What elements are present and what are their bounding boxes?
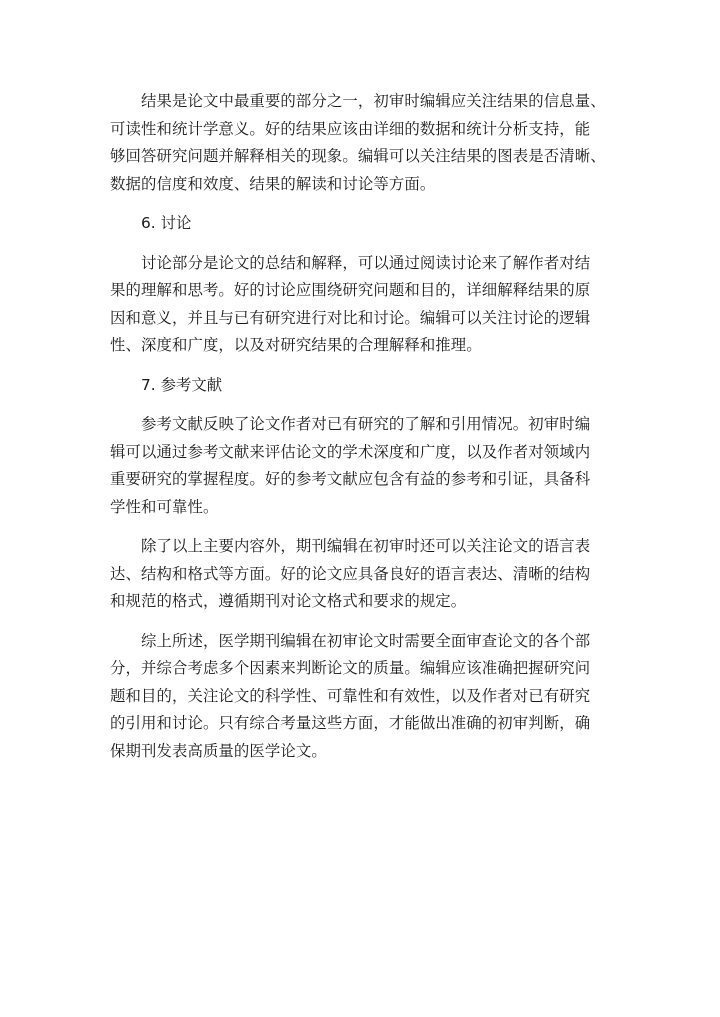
paragraph-line: 题和目的，关注论文的科学性、可靠性和有效性，以及作者对已有研究: [110, 686, 591, 705]
paragraph-line: 因和意义，并且与已有研究进行对比和讨论。编辑可以关注讨论的逻辑: [110, 308, 591, 327]
paragraph-other-content: [110, 533, 630, 616]
paragraph-line: 结果是论文中最重要的部分之一，初审时编辑应关注结果的信息量、: [141, 92, 606, 110]
paragraph-line: 性、深度和广度，以及对研究结果的合理解释和推理。: [110, 336, 482, 354]
paragraph-line: 学性和可靠性。: [110, 497, 219, 516]
paragraph-line: 的引用和讨论。只有综合考量这些方面，才能做出准确的初审判断，确: [110, 714, 591, 732]
paragraph-line: 参考文献反映了论文作者对已有研究的了解和引用情况。初审时编: [141, 415, 591, 433]
paragraph-line: 可读性和统计学意义。好的结果应该由详细的数据和统计分析支持，能: [110, 119, 591, 138]
paragraph-line: 讨论部分是论文的总结和解释，可以通过阅读讨论来了解作者对结: [141, 253, 591, 272]
paragraph-conclusion: [110, 628, 630, 766]
paragraph-line: 重要研究的掌握程度。好的参考文献应包含有益的参考和引证，具备科: [110, 470, 591, 488]
paragraph-line: 保期刊发表高质量的医学论文。: [110, 741, 327, 760]
paragraph-line: 和规范的格式，遵循期刊对论文格式和要求的规定。: [110, 592, 467, 610]
paragraph-references: [110, 411, 630, 521]
paragraph-line: 够回答研究问题并解释相关的现象。编辑可以关注结果的图表是否清晰、: [110, 147, 606, 165]
document-body: [110, 88, 630, 765]
paragraph-discussion: [110, 250, 630, 360]
paragraph-results: [110, 88, 630, 198]
paragraph-line: 辑可以通过参考文献来评估论文的学术深度和广度，以及作者对领域内: [110, 442, 591, 461]
paragraph-line: 分，并综合考虑多个因素来判断论文的质量。编辑应该准确把握研究问: [110, 659, 591, 677]
paragraph-line: 数据的信度和效度、结果的解读和讨论等方面。: [110, 174, 436, 193]
paragraph-line: 除了以上主要内容外，期刊编辑在初审时还可以关注论文的语言表: [141, 537, 591, 555]
paragraph-line: 达、结构和格式等方面。好的论文应具备良好的语言表达、清晰的结构: [110, 564, 591, 583]
paragraph-line: 综上所述，医学期刊编辑在初审论文时需要全面审查论文的各个部: [141, 631, 591, 650]
paragraph-line: 果的理解和思考。好的讨论应围绕研究问题和目的，详细解释结果的原: [110, 281, 591, 299]
section-heading-discussion: 6. 讨论: [141, 214, 192, 232]
section-heading-references: 7. 参考文献: [141, 375, 223, 394]
